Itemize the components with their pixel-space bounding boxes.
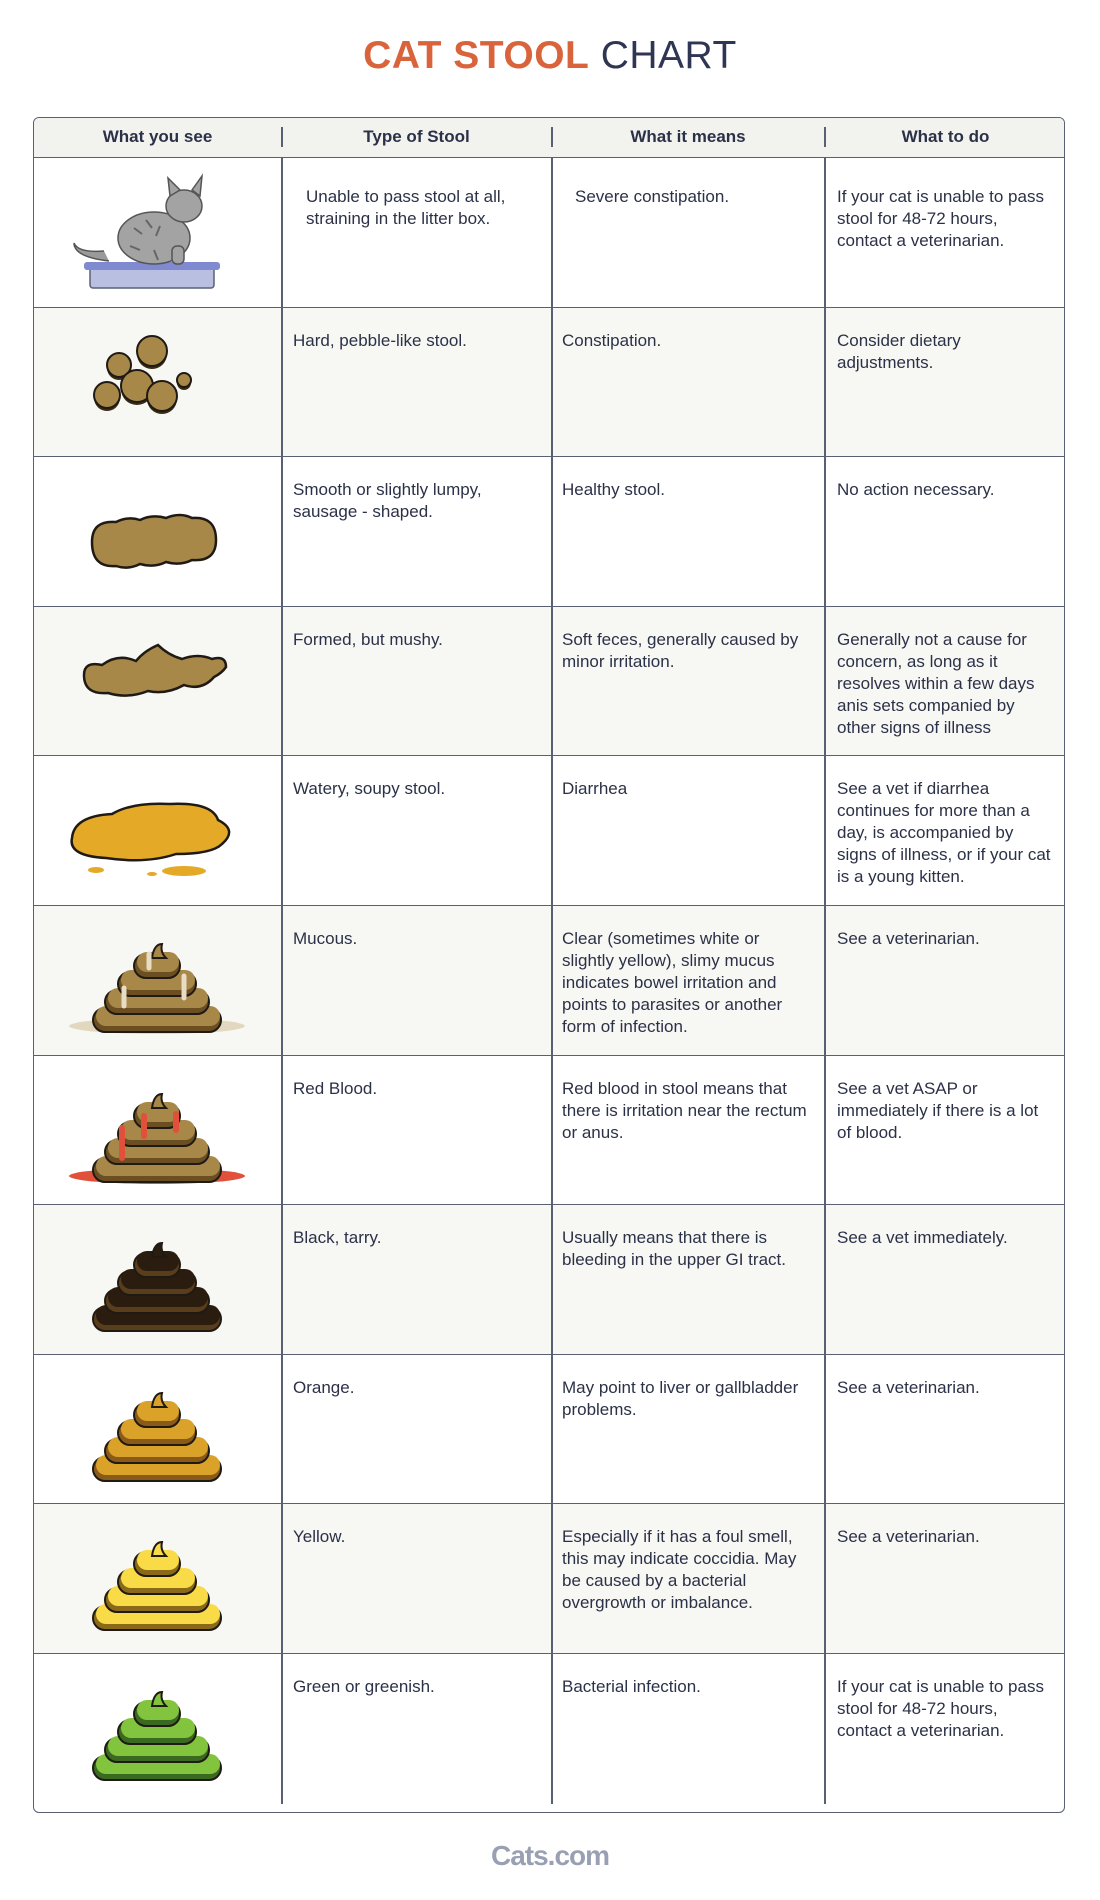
column-divider [281, 457, 283, 606]
table-header [34, 118, 1064, 158]
column-divider [551, 457, 553, 606]
meaning-text: Clear (sometimes white or slightly yellow), slimy mucus indicates bowel irritation and points to parasites or another form of infection. [562, 929, 783, 1036]
column-divider [824, 308, 826, 457]
action-text: See a veterinarian. [837, 1377, 980, 1397]
action-text: See a veterinarian. [837, 1527, 980, 1547]
column-divider [281, 308, 283, 457]
bloody-stool-icon [34, 1056, 281, 1205]
mushy-stool-icon [34, 607, 281, 756]
table-row [34, 1205, 1064, 1355]
action-text: See a vet ASAP or immediately if there is a lot of blood. [837, 1078, 1039, 1142]
title-rest: CHART [600, 34, 737, 77]
action-text: No action necessary. [837, 480, 995, 500]
action-text: See a vet immediately. [837, 1228, 1008, 1248]
column-divider [551, 607, 553, 756]
action-text: See a veterinarian. [837, 929, 980, 948]
black-stool-icon [34, 1205, 281, 1354]
column-divider [281, 607, 283, 756]
table-row [34, 1504, 1064, 1654]
column-divider [824, 756, 826, 905]
meaning-text: Especially if it has a foul smell, this may indicate coccidia. May be caused by a bacterial overgrowth or imbalance. [562, 1527, 797, 1613]
column-divider [551, 1654, 553, 1804]
column-divider [551, 1056, 553, 1205]
column-divider [551, 1205, 553, 1354]
meaning-text: Bacterial infection. [562, 1677, 701, 1696]
stool-type-text: Hard, pebble-like stool. [293, 330, 467, 350]
column-divider [281, 906, 283, 1055]
stool-type-text: Yellow. [293, 1527, 346, 1547]
cat-in-litter-box-icon [34, 158, 281, 307]
column-header-what-to-do: What to do [901, 127, 990, 146]
column-divider [281, 158, 283, 307]
column-divider [551, 308, 553, 457]
table-row [34, 1355, 1064, 1505]
column-header-what-it-means: What it means [630, 127, 746, 146]
green-stool-icon [34, 1654, 281, 1804]
column-divider [281, 756, 283, 905]
column-divider [551, 906, 553, 1055]
column-divider [824, 1056, 826, 1205]
meaning-text: Usually means that there is bleeding in the upper GI tract. [562, 1228, 786, 1270]
column-divider [281, 1205, 283, 1354]
column-divider [824, 1205, 826, 1354]
column-divider [551, 158, 553, 307]
watery-stool-icon [34, 756, 281, 905]
action-text: See a vet if diarrhea continues for more than a day, is accompanied by signs of illness, or if your cat is a young kitten. [837, 779, 1051, 887]
column-divider [824, 1355, 826, 1504]
table-row [34, 457, 1064, 607]
column-divider [824, 607, 826, 756]
orange-stool-icon [34, 1355, 281, 1504]
action-text: If your cat is unable to pass stool for 48-72 hours, contact a veterinarian. [837, 1677, 1044, 1740]
table-row [34, 607, 1064, 757]
column-divider [281, 1654, 283, 1804]
table-row [34, 158, 1064, 308]
action-text: If your cat is unable to pass stool for 48-72 hours, contact a veterinarian. [837, 187, 1044, 250]
action-text: Consider dietary adjustments. [837, 330, 961, 372]
meaning-text: Healthy stool. [562, 480, 665, 500]
column-divider [551, 1355, 553, 1504]
table-row [34, 906, 1064, 1056]
table-row [34, 756, 1064, 906]
stool-chart-table [33, 117, 1065, 1813]
brand-logo: Cats.com [490, 1840, 610, 1871]
stool-type-text: Red Blood. [293, 1078, 378, 1098]
column-divider [824, 158, 826, 307]
column-divider [281, 1355, 283, 1504]
meaning-text: Diarrhea [562, 779, 628, 799]
column-divider [824, 1654, 826, 1804]
column-divider [281, 1056, 283, 1205]
column-divider [824, 906, 826, 1055]
table-row [34, 308, 1064, 458]
page-title [0, 34, 1100, 78]
pebble-stool-icon [34, 308, 281, 457]
table-row [34, 1654, 1064, 1804]
sausage-stool-icon [34, 457, 281, 606]
meaning-text: May point to liver or gallbladder problems. [562, 1377, 799, 1419]
yellow-stool-icon [34, 1504, 281, 1653]
stool-type-text: Formed, but mushy. [293, 629, 443, 649]
title-accent: CAT STOOL [363, 34, 590, 77]
action-text: Generally not a cause for concern, as long as it resolves within a few days anis sets companied by other signs of illness [837, 629, 1035, 737]
column-divider [824, 457, 826, 606]
stool-type-text: Green or greenish. [293, 1677, 435, 1696]
column-divider [551, 756, 553, 905]
stool-type-text: Mucous. [293, 929, 358, 948]
meaning-text: Soft feces, generally caused by minor irritation. [562, 629, 799, 671]
column-divider [551, 1504, 553, 1653]
table-row [34, 1056, 1064, 1206]
mucous-stool-icon [34, 906, 281, 1055]
column-divider [281, 1504, 283, 1653]
stool-type-text: Watery, soupy stool. [293, 779, 446, 799]
column-divider [824, 1504, 826, 1653]
stool-type-text: Unable to pass stool at all, straining in the litter box. [306, 187, 506, 228]
stool-type-text: Black, tarry. [293, 1228, 382, 1248]
meaning-text: Constipation. [562, 330, 662, 350]
meaning-text: Severe constipation. [575, 187, 730, 206]
column-header-what-you-see: What you see [102, 127, 213, 146]
stool-type-text: Smooth or slightly lumpy, sausage - shaped. [293, 480, 482, 522]
column-header-type-of-stool: Type of Stool [363, 127, 470, 146]
stool-type-text: Orange. [293, 1377, 355, 1397]
meaning-text: Red blood in stool means that there is irritation near the rectum or anus. [562, 1078, 807, 1142]
